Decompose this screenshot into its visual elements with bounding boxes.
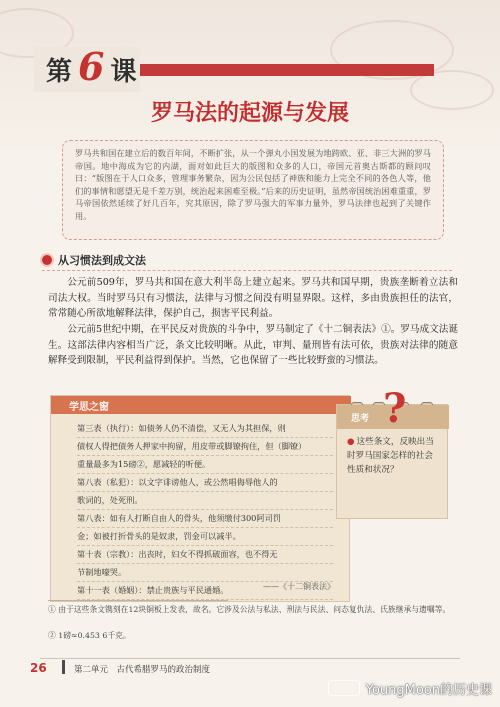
body-paragraph: 公元前5世纪中期，在平民反对贵族的斗争中，罗马制定了《十二铜表法》①。罗马成文法诞生。这部法律内容相当广泛，条文比较明晰。从此，审判、量刑皆有法可依，贵族对法律的随意解释受到限制，平民利益得到保护。当然，它也保留了一些比较野蛮的习惯法。 [48,324,458,366]
reading-line: 歌词的，处死刑。 [77,492,333,510]
lesson-number: 6 [78,43,105,89]
reading-line: 节制地嚎哭。 [77,564,333,582]
footer-unit-text: 第二单元 古代希腊罗马的政治制度 [74,665,211,675]
watermark-text: YoungMoon的历史课 [365,682,492,698]
watermark-logo-icon [328,680,360,696]
section-divider [42,270,452,272]
footer-divider [40,658,460,659]
reading-line: 债权人得把债务人押家中拘留，用皮带或脚镣拘住，但（脚镣） [77,438,333,456]
body-paragraph: 公元前509年，罗马共和国在意大利半岛上建立起来。罗马共和国早期，贵族垄断着立法和司法大权。当时罗马只有习惯法，法律与习惯之间没有明显界限。这样，多由贵族担任的法官，常常随心所欲地解释法律，保护自己，损害平民利益。 [48,277,458,319]
footnote: ① 由于这些条文镌刻在12块铜板上发表，故名。它涉及公法与私法、刑法与民法、问态复仇法、氏族继承与遗嘱等。 [48,605,451,614]
lesson-label-post: 课 [110,56,137,87]
section-heading [42,252,146,268]
reading-source: ——《十二铜表法》 [263,582,335,591]
lesson-label [34,43,140,92]
think-question [347,435,441,477]
section-heading-text: 从习惯法到成文法 [58,254,146,267]
intro-box [62,140,444,240]
reading-line: 金；如被打折骨头的是奴隶，罚金可以减半。 [77,528,333,546]
page-number: 26 [30,661,47,675]
intro-text: 罗马共和国在建立后的数百年间，不断扩张，从一个弹丸小国发展为地跨欧、亚、非三大洲的罗马帝国。地中海成为它的内湖，面对如此巨大的版图和众多的人口，帝国元首奥古斯都的顾问叹曰：“版图在于人口众多，管理事务繁杂，因为公民包括了神族和能力上完全不同的各色人等，他们的事情和愿望无是千差万别，统治起来困难至极。”后来的历史证明，虽然帝国统治困难重重，罗马帝国依然延续了好几百年，究其原因，除了罗马强大的军事力量外，罗马法律也起到了关键作用。 [75,148,431,221]
think-box [336,385,448,519]
reading-window-title: 学思之窗 [69,402,109,413]
watermark [328,677,492,699]
bullet-dot-icon: ● [347,437,355,447]
think-question-text: 这些条文，反映出当时罗马国家怎样的社会性质和状况？ [347,437,434,475]
lesson-label-pre: 第 [46,56,73,87]
reading-line: 重量最多为15磅②，愿减轻的听便。 [77,456,333,474]
reading-line: 第八表（私犯）：以文字诽谤他人，或公然唱侮辱他人的 [77,474,333,492]
question-mark-icon: ? [383,385,407,432]
reading-window [50,395,350,602]
footnote: ② 1磅≈0.453 6千克。 [48,631,131,640]
reading-window-text [77,420,333,600]
lesson-title: 罗马法的起源与发展 [150,101,349,126]
reading-line: 第十一表（婚姻）：禁止贵族与平民通婚。 [77,582,333,600]
footnote-divider [48,600,228,601]
reading-line: 第八表：如有人打断自由人的骨头，他须缴付300阿司罚 [77,510,333,528]
footer-separator [62,660,65,674]
section-bullet-icon [42,255,52,265]
think-box-title: 思考 [351,414,370,424]
lesson-heading [34,43,426,92]
reading-line: 第十表（宗教）：出丧时，妇女不得抓破面容，也不得无 [77,546,333,564]
reading-line: 第三表（执行）：如债务人仍不清偿，又无人为其担保，则 [77,420,333,438]
